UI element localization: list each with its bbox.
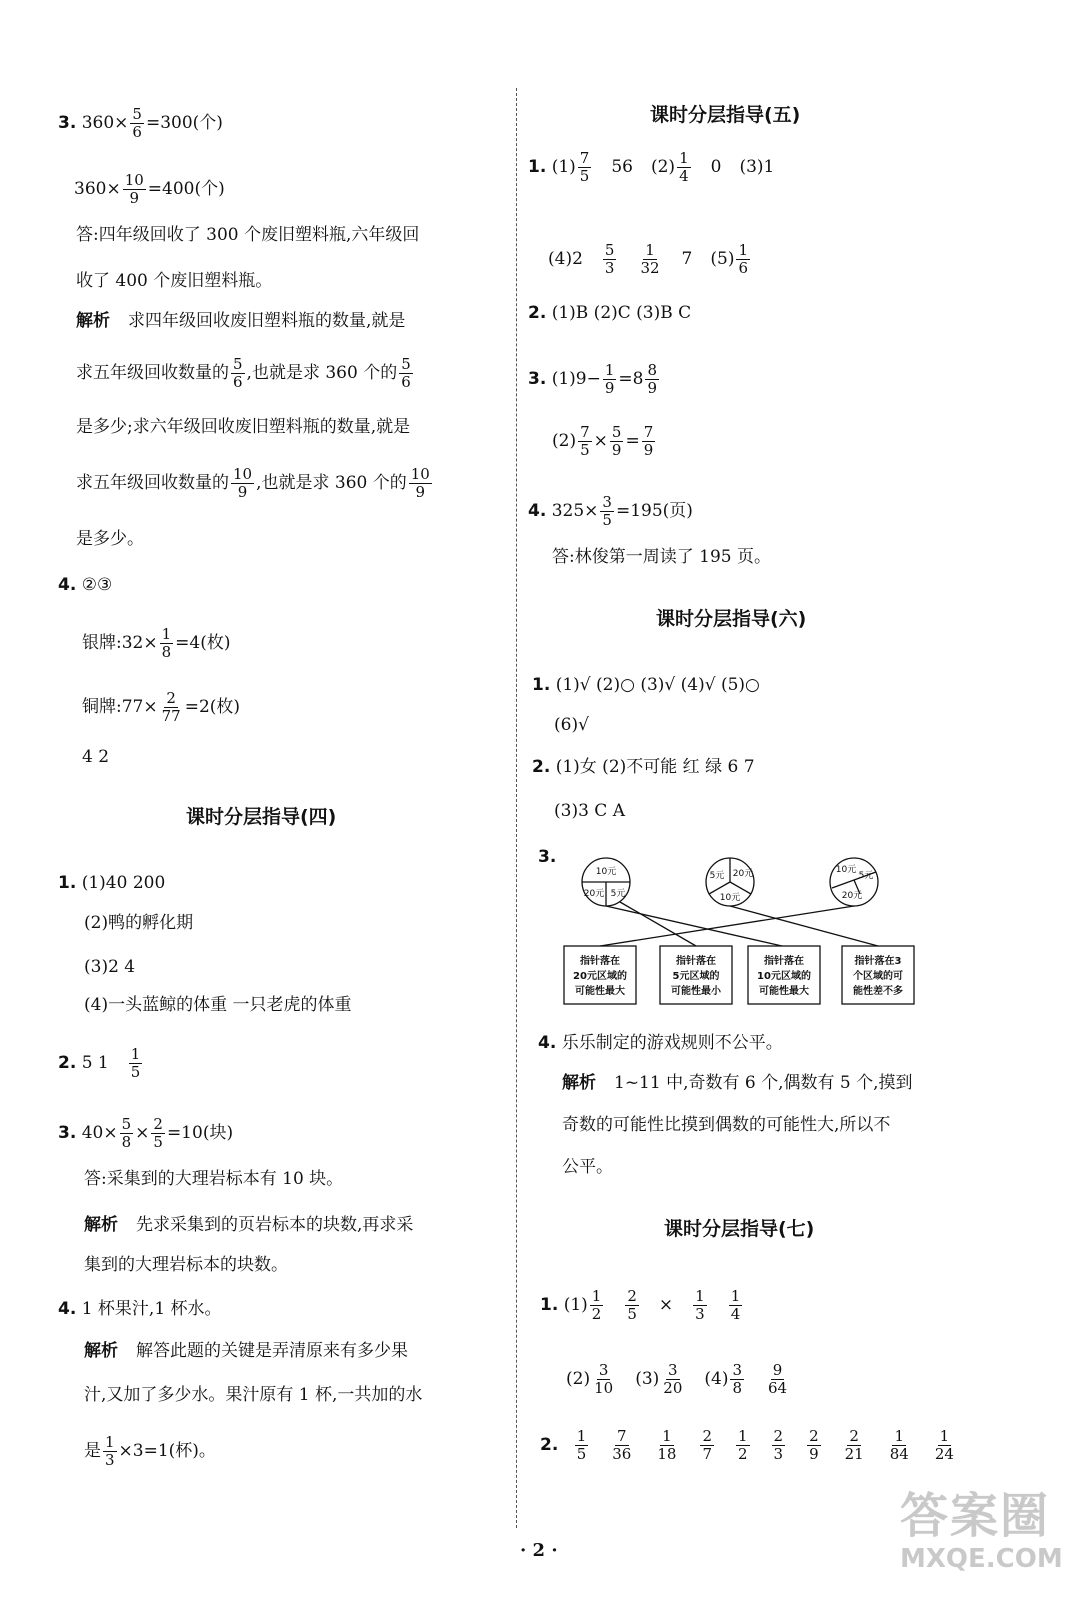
box1-line1: 指针落在: [580, 956, 620, 967]
fraction: $\frac{7}{5}$: [579, 149, 590, 185]
s6-q2-line1: 2. (1)女 (2)不可能 红 绿 6 7: [532, 757, 755, 777]
s4-q3-eq: 3. 40× $\frac{5}{8}$ × $\frac{2}{5}$ =10(块): [58, 1115, 234, 1151]
s4-q2: 2. 5 1 $\frac{1}{5}$: [58, 1045, 141, 1081]
s7-q2-fraction-list: [564, 1427, 967, 1463]
s6-q4-analysis-2: 奇数的可能性比摸到偶数的可能性大,所以不: [562, 1115, 891, 1135]
fraction: $\frac{8}{9}$: [647, 361, 657, 397]
fraction: $\frac{5}{6}$: [233, 355, 243, 391]
fraction: $\frac{1}{8}$: [161, 625, 172, 661]
s6-q2-line2: (3)3 C A: [554, 801, 625, 821]
s4-q4-analysis-1: 解析 解答此题的关键是弄清原来有多少果: [84, 1341, 408, 1361]
fraction: $\frac{3}{8}$: [732, 1361, 743, 1397]
section-title-5: 课时分层指导(五): [650, 104, 801, 126]
fraction: $\frac{2}{3}$: [773, 1427, 784, 1463]
s4-q1-line1: 1. (1)40 200: [58, 873, 166, 893]
c2-r-label: 20元: [732, 869, 754, 879]
c1-br-label: 5元: [610, 889, 626, 899]
s5-q3-line2: (2) $\frac{7}{5}$ × $\frac{5}{9}$ = $\frac{7}{9}$: [552, 423, 654, 459]
fraction: $\frac{3}{20}$: [663, 1361, 683, 1397]
s5-q3-line1: 3. (1)9− $\frac{1}{9}$ =8 $\frac{8}{9}$: [528, 361, 657, 397]
s4-q3-answer: 答:采集到的大理岩标本有 10 块。: [84, 1169, 344, 1189]
fraction: $\frac{1}{6}$: [738, 241, 749, 277]
fraction: $\frac{3}{10}$: [594, 1361, 614, 1397]
box1-line2: 20元区域的: [573, 971, 627, 982]
box2-line2: 5元区域的: [672, 971, 720, 982]
box4-line1: 指针落在3: [854, 956, 902, 967]
fraction: $\frac{2}{77}$: [161, 689, 181, 725]
c3-t-label: 10元: [835, 865, 857, 875]
column-divider: [516, 88, 517, 1528]
s4-q1-line4: (4)一头蓝鲸的体重 一只老虎的体重: [84, 995, 352, 1015]
left-q4-answer: 4. ②③: [58, 575, 113, 595]
fraction: $\frac{9}{64}$: [768, 1361, 788, 1397]
fraction: $\frac{3}{5}$: [602, 493, 612, 529]
fraction: $\frac{2}{5}$: [153, 1115, 163, 1151]
page-number: · 2 ·: [520, 1540, 558, 1561]
fraction: $\frac{1}{9}$: [604, 361, 615, 397]
fraction: $\frac{1}{5}$: [130, 1045, 141, 1081]
fraction: $\frac{10}{9}$: [233, 465, 253, 501]
fraction: $\frac{1}{2}$: [737, 1427, 748, 1463]
fraction: $\frac{2}{5}$: [627, 1287, 637, 1323]
match-line-2: [730, 906, 878, 946]
fraction: $\frac{1}{24}$: [934, 1427, 954, 1463]
box3-line3: 可能性最大: [759, 986, 809, 997]
section-title-4: 课时分层指导(四): [186, 806, 337, 828]
fraction: $\frac{7}{36}$: [612, 1427, 632, 1463]
s5-q1-line2: (4)2 $\frac{5}{3}$ $\frac{1}{32}$ 7 (5) $\frac{1}{6}$: [548, 241, 749, 277]
left-q3-eq1: 3. 360× $\frac{5}{6}$ =300(个): [58, 105, 223, 141]
s4-q4-analysis-3: 是 $\frac{1}{3}$ ×3=1(杯)。: [84, 1433, 216, 1469]
fraction: $\frac{2}{7}$: [702, 1427, 712, 1463]
fraction: $\frac{5}{6}$: [132, 105, 142, 141]
box2-line3: 可能性最小: [671, 986, 721, 997]
fraction: $\frac{1}{84}$: [889, 1427, 909, 1463]
fraction: $\frac{5}{3}$: [604, 241, 615, 277]
fraction: $\frac{1}{2}$: [591, 1287, 602, 1323]
s7-q1-line2: (2) $\frac{3}{10}$ (3) $\frac{3}{20}$ (4) $\frac{3}{8}$ $\frac{9}{64}$: [566, 1361, 788, 1397]
fraction: $\frac{2}{9}$: [809, 1427, 819, 1463]
s5-q2: 2. (1)B (2)C (3)B C: [528, 303, 692, 323]
c3-r-label: 5元: [858, 871, 874, 881]
s6-q4-answer: 4. 乐乐制定的游戏规则不公平。: [538, 1033, 783, 1053]
fraction: $\frac{1}{32}$: [640, 241, 660, 277]
c2-b-label: 10元: [719, 893, 741, 903]
fraction: $\frac{7}{5}$: [580, 423, 590, 459]
left-q3-analysis-1: 解析 求四年级回收废旧塑料瓶的数量,就是: [76, 311, 406, 331]
fraction: $\frac{1}{3}$: [695, 1287, 705, 1323]
s6-q3-label: 3.: [538, 847, 557, 867]
s4-q1-line2: (2)鸭的孵化期: [84, 913, 194, 933]
section-title-6: 课时分层指导(六): [656, 608, 807, 630]
c1-top-label: 10元: [595, 867, 617, 877]
left-q3-analysis-5: 是多少。: [76, 529, 144, 549]
fraction: $\frac{1}{3}$: [105, 1433, 115, 1469]
s7-q1-line1: 1. (1) $\frac{1}{2}$ $\frac{2}{5}$ × $\frac{1}{3}$ $\frac{1}{4}$: [540, 1287, 741, 1323]
fraction: $\frac{1}{5}$: [576, 1427, 587, 1463]
fraction: $\frac{1}{4}$: [730, 1287, 741, 1323]
left-q3-analysis-4: 求五年级回收数量的 $\frac{10}{9}$ ,也就是求 360 个的 $\frac{10}{9}$: [76, 465, 430, 501]
s5-q4-answer: 答:林俊第一周读了 195 页。: [552, 547, 771, 567]
s5-q4-eq: 4. 325× $\frac{3}{5}$ =195(页): [528, 493, 693, 529]
box2-line1: 指针落在: [676, 956, 716, 967]
left-q4-result: 4 2: [82, 747, 110, 767]
c2-l-label: 5元: [709, 871, 725, 881]
c1-bl-label: 20元: [583, 889, 605, 899]
s6-q4-analysis-1: 解析 1~11 中,奇数有 6 个,偶数有 5 个,摸到: [562, 1073, 913, 1093]
left-q3-analysis-2: 求五年级回收数量的 $\frac{5}{6}$ ,也就是求 360 个的 $\frac{5}{6}$: [76, 355, 411, 391]
s4-q4-analysis-2: 汁,又加了多少水。果汁原有 1 杯,一共加的水: [84, 1385, 423, 1405]
s5-q1-line1: 1. (1) $\frac{7}{5}$ 56 (2) $\frac{1}{4}$ 0 (3)1: [528, 149, 775, 185]
spinner-matching-diagram: [560, 836, 920, 1016]
fraction: $\frac{1}{18}$: [657, 1427, 677, 1463]
watermark-logo: 答案圈 MXQE.COM: [900, 1488, 1063, 1574]
left-q4-eq1: 银牌:32× $\frac{1}{8}$ =4(枚): [82, 625, 231, 661]
section-title-7: 课时分层指导(七): [664, 1218, 815, 1240]
fraction: $\frac{1}{4}$: [679, 149, 689, 185]
fraction: $\frac{5}{9}$: [611, 423, 622, 459]
fraction: $\frac{7}{9}$: [643, 423, 654, 459]
fraction: $\frac{10}{9}$: [124, 171, 144, 207]
fraction: $\frac{5}{6}$: [401, 355, 411, 391]
c3-b-label: 20元: [841, 891, 863, 901]
left-q3-eq2: 360× $\frac{10}{9}$ =400(个): [74, 171, 225, 207]
box4-line3: 能性差不多: [853, 986, 903, 997]
fraction: $\frac{5}{8}$: [121, 1115, 132, 1151]
s6-q4-analysis-3: 公平。: [562, 1157, 613, 1177]
box3-line2: 10元区域的: [757, 971, 811, 982]
box3-line1: 指针落在: [764, 956, 804, 967]
s4-q3-analysis-1: 解析 先求采集到的页岩标本的块数,再求采: [84, 1215, 414, 1235]
left-q3-answer-2: 收了 400 个废旧塑料瓶。: [76, 271, 273, 291]
left-q3-analysis-3: 是多少;求六年级回收废旧塑料瓶的数量,就是: [76, 417, 411, 437]
fraction: $\frac{10}{9}$: [410, 465, 430, 501]
s7-q2: 2. $\frac{1}{5}$ $\frac{7}{36}$ $\frac{1}{18}$ $\frac{2}{7}$ $\frac{1}{2}$ $\frac{2}{3}$ $\frac{2}{9}$ $\frac{2}{21}$ $\frac{1}{84}$ $\frac{1}{24}$: [540, 1428, 967, 1463]
s4-q4-answer: 4. 1 杯果汁,1 杯水。: [58, 1299, 222, 1319]
fraction: $\frac{2}{21}$: [844, 1427, 864, 1463]
left-q4-eq2: 铜牌:77× $\frac{2}{77}$ =2(枚): [82, 689, 241, 725]
box1-line3: 可能性最大: [575, 986, 625, 997]
s6-q1-line2: (6)√: [554, 715, 589, 735]
left-q3-answer-1: 答:四年级回收了 300 个废旧塑料瓶,六年级回: [76, 225, 420, 245]
s4-q3-analysis-2: 集到的大理岩标本的块数。: [84, 1255, 288, 1275]
box4-line2: 个区域的可: [853, 971, 903, 982]
match-line-1: [606, 906, 782, 946]
s6-q1-line1: 1. (1)√ (2)○ (3)√ (4)√ (5)○: [532, 675, 760, 695]
s4-q1-line3: (3)2 4: [84, 957, 136, 977]
